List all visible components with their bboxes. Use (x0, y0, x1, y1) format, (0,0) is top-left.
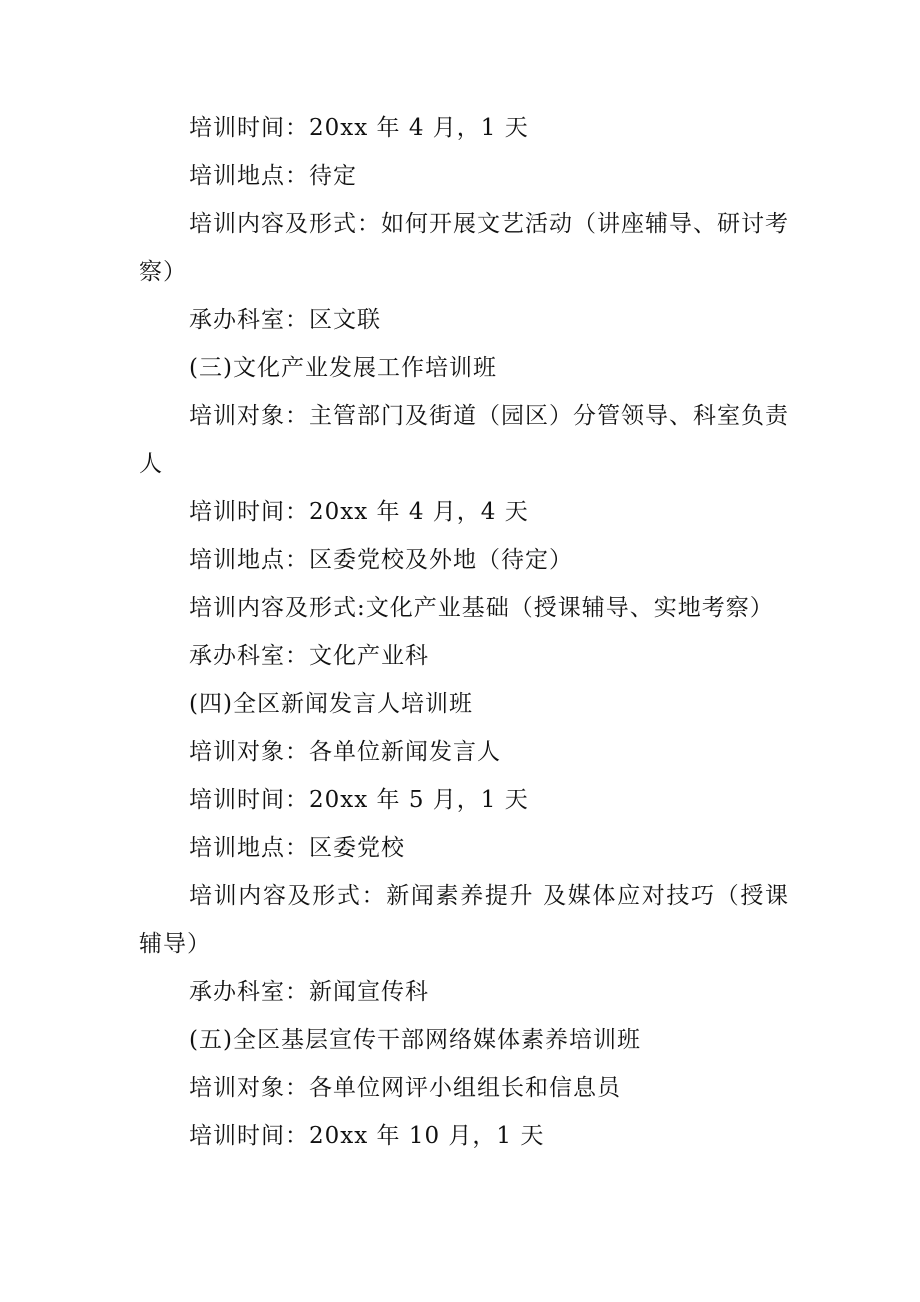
paragraph-training-time: 培训时间：20xx 年 10 月，1 天 (189, 1123, 545, 1149)
section-heading-3: (三)文化产业发展工作培训班 (189, 355, 497, 381)
paragraph-training-target: 培训对象：各单位网评小组组长和信息员 (189, 1075, 621, 1101)
document-body (139, 104, 789, 1160)
paragraph-training-content: 培训内容及形式：如何开展文艺活动（讲座辅导、研讨考察） (139, 211, 789, 285)
paragraph-organizer: 承办科室：新闻宣传科 (189, 979, 429, 1005)
paragraph-training-content: 培训内容及形式：新闻素养提升 及媒体应对技巧（授课辅导） (139, 883, 789, 957)
paragraph-organizer: 承办科室：文化产业科 (189, 643, 429, 669)
paragraph-organizer: 承办科室：区文联 (189, 307, 381, 333)
paragraph-training-target: 培训对象：主管部门及街道（园区）分管领导、科室负责人 (139, 403, 789, 477)
paragraph-training-target: 培训对象：各单位新闻发言人 (189, 739, 501, 765)
section-heading-5: (五)全区基层宣传干部网络媒体素养培训班 (189, 1027, 641, 1053)
paragraph-training-time: 培训时间：20xx 年 4 月，4 天 (189, 499, 529, 525)
section-heading-4: (四)全区新闻发言人培训班 (189, 691, 473, 717)
paragraph-training-time: 培训时间：20xx 年 4 月，1 天 (189, 115, 529, 141)
paragraph-training-location: 培训地点：区委党校 (189, 835, 405, 861)
paragraph-training-time: 培训时间：20xx 年 5 月，1 天 (189, 787, 529, 813)
paragraph-training-location: 培训地点：待定 (189, 163, 357, 189)
paragraph-training-location: 培训地点：区委党校及外地（待定） (189, 547, 573, 573)
paragraph-training-content: 培训内容及形式:文化产业基础（授课辅导、实地考察） (189, 595, 774, 621)
